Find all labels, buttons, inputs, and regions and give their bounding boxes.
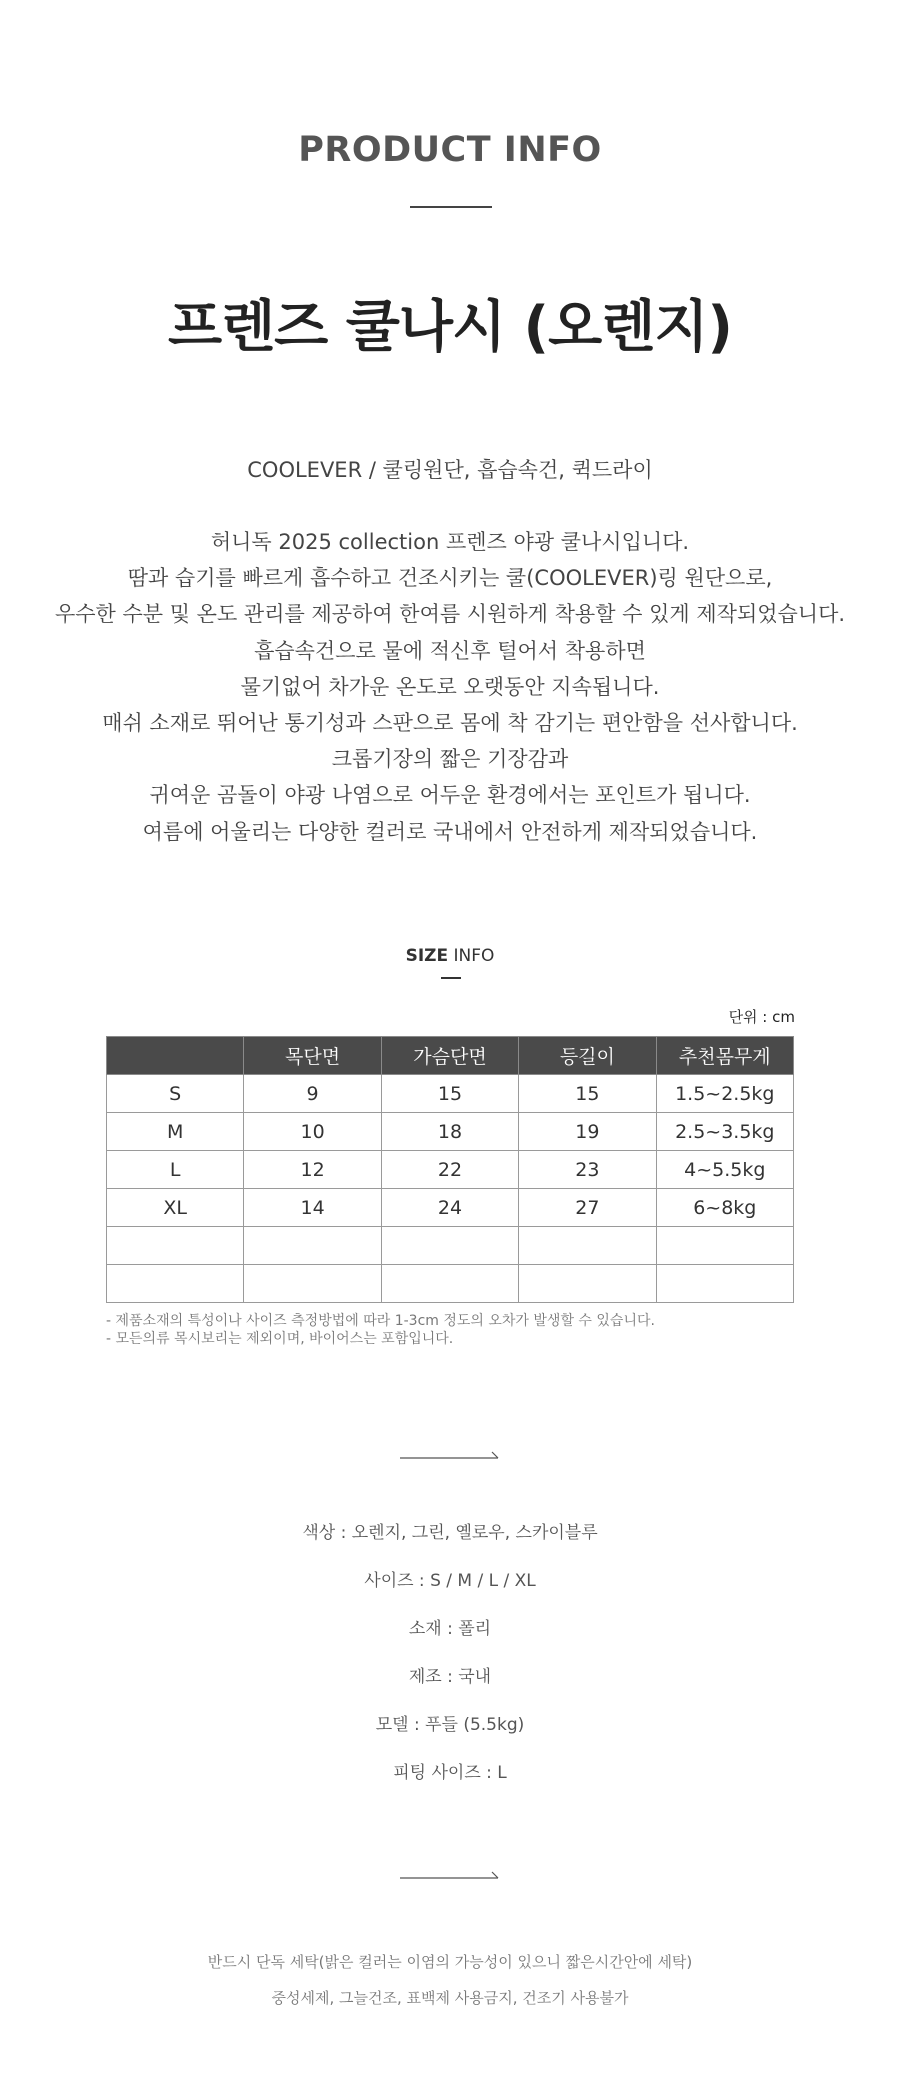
spec-material: 소재 : 폴리 (408, 1619, 492, 1639)
description-line: 흡습속건으로 물에 적신후 털어서 착용하면 (254, 638, 646, 663)
size-heading-rest: INFO (448, 946, 495, 966)
description-line: 우수한 수분 및 온도 관리를 제공하여 한여름 시원하게 착용할 수 있게 제작되었습니다. (54, 602, 846, 627)
spec-origin: 제조 : 국내 (408, 1667, 492, 1687)
table-header-cell: 목단면 (244, 1037, 381, 1075)
table-cell (107, 1227, 244, 1265)
size-notes (106, 1312, 655, 1348)
table-cell: 1.5~2.5kg (656, 1075, 793, 1113)
arrow-divider-icon (400, 1448, 500, 1460)
product-tagline: COOLEVER / 쿨링원단, 흡습속건, 퀵드라이 (247, 458, 653, 482)
table-cell (107, 1265, 244, 1303)
description-line: 허니독 2025 collection 프렌즈 야광 쿨나시입니다. (210, 530, 690, 554)
care-instruction: 중성세제, 그늘건조, 표백제 사용금지, 건조기 사용불가 (271, 1989, 629, 2007)
size-heading-bold: SIZE (405, 946, 449, 966)
product-description (0, 524, 900, 850)
table-cell: 19 (519, 1113, 656, 1151)
table-cell: 14 (244, 1189, 381, 1227)
table-cell: XL (107, 1189, 244, 1227)
table-cell: 24 (381, 1189, 518, 1227)
table-cell: 10 (244, 1113, 381, 1151)
table-row (107, 1189, 794, 1227)
table-cell: 6~8kg (656, 1189, 793, 1227)
table-cell (381, 1227, 518, 1265)
spec-model: 모델 : 푸들 (5.5kg) (375, 1715, 525, 1735)
table-cell: 22 (381, 1151, 518, 1189)
section-title: PRODUCT INFO (298, 130, 602, 170)
table-cell: L (107, 1151, 244, 1189)
spec-fitting-size: 피팅 사이즈 : L (393, 1763, 507, 1783)
product-name: 프렌즈 쿨나시 (오렌지) (167, 295, 733, 360)
table-header-cell: 등길이 (519, 1037, 656, 1075)
unit-label: 단위 : cm (728, 1008, 795, 1026)
size-table (106, 1036, 794, 1303)
table-row (107, 1075, 794, 1113)
title-divider (410, 206, 492, 208)
description-line: 크롭기장의 짧은 기장감과 (331, 747, 569, 772)
table-cell: 2.5~3.5kg (656, 1113, 793, 1151)
table-header-cell: 추천몸무게 (656, 1037, 793, 1075)
table-row (107, 1265, 794, 1303)
spec-size: 사이즈 : S / M / L / XL (364, 1571, 536, 1591)
description-line: 매쉬 소재로 뛰어난 통기성과 스판으로 몸에 착 감기는 편안함을 선사합니다. (102, 711, 798, 736)
table-cell: 15 (519, 1075, 656, 1113)
spec-color: 색상 : 오렌지, 그린, 옐로우, 스카이블루 (302, 1523, 598, 1543)
table-cell: M (107, 1113, 244, 1151)
size-note: - 제품소재의 특성이나 사이즈 측정방법에 따라 1-3cm 정도의 오차가 발생할 수 있습니다. (106, 1313, 655, 1329)
table-cell (244, 1227, 381, 1265)
table-cell (519, 1265, 656, 1303)
table-cell: 9 (244, 1075, 381, 1113)
table-row (107, 1113, 794, 1151)
size-info-heading (0, 943, 900, 969)
table-cell: 4~5.5kg (656, 1151, 793, 1189)
care-instruction: 반드시 단독 세탁(밝은 컬러는 이염의 가능성이 있으니 짧은시간안에 세탁) (207, 1953, 693, 1971)
arrow-divider-icon (400, 1868, 500, 1880)
table-cell (244, 1265, 381, 1303)
description-line: 여름에 어울리는 다양한 컬러로 국내에서 안전하게 제작되었습니다. (142, 819, 758, 844)
description-line: 땀과 습기를 빠르게 흡수하고 건조시키는 쿨(COOLEVER)링 원단으로, (127, 566, 773, 591)
table-cell: 23 (519, 1151, 656, 1189)
table-cell (656, 1265, 793, 1303)
table-cell: 18 (381, 1113, 518, 1151)
table-cell (381, 1265, 518, 1303)
table-header-row (107, 1037, 794, 1075)
size-note: - 모든의류 목시보리는 제외이며, 바이어스는 포함입니다. (106, 1331, 454, 1347)
table-row (107, 1151, 794, 1189)
table-cell (656, 1227, 793, 1265)
table-row (107, 1227, 794, 1265)
table-cell: S (107, 1075, 244, 1113)
table-cell (519, 1227, 656, 1265)
table-cell: 12 (244, 1151, 381, 1189)
table-header-cell: 가슴단면 (381, 1037, 518, 1075)
description-line: 귀여운 곰돌이 야광 나염으로 어두운 환경에서는 포인트가 됩니다. (149, 783, 751, 808)
table-cell: 27 (519, 1189, 656, 1227)
table-header-cell (107, 1037, 244, 1075)
table-cell: 15 (381, 1075, 518, 1113)
size-heading-divider (441, 977, 461, 979)
description-line: 물기없어 차가운 온도로 오랫동안 지속됩니다. (240, 674, 660, 699)
